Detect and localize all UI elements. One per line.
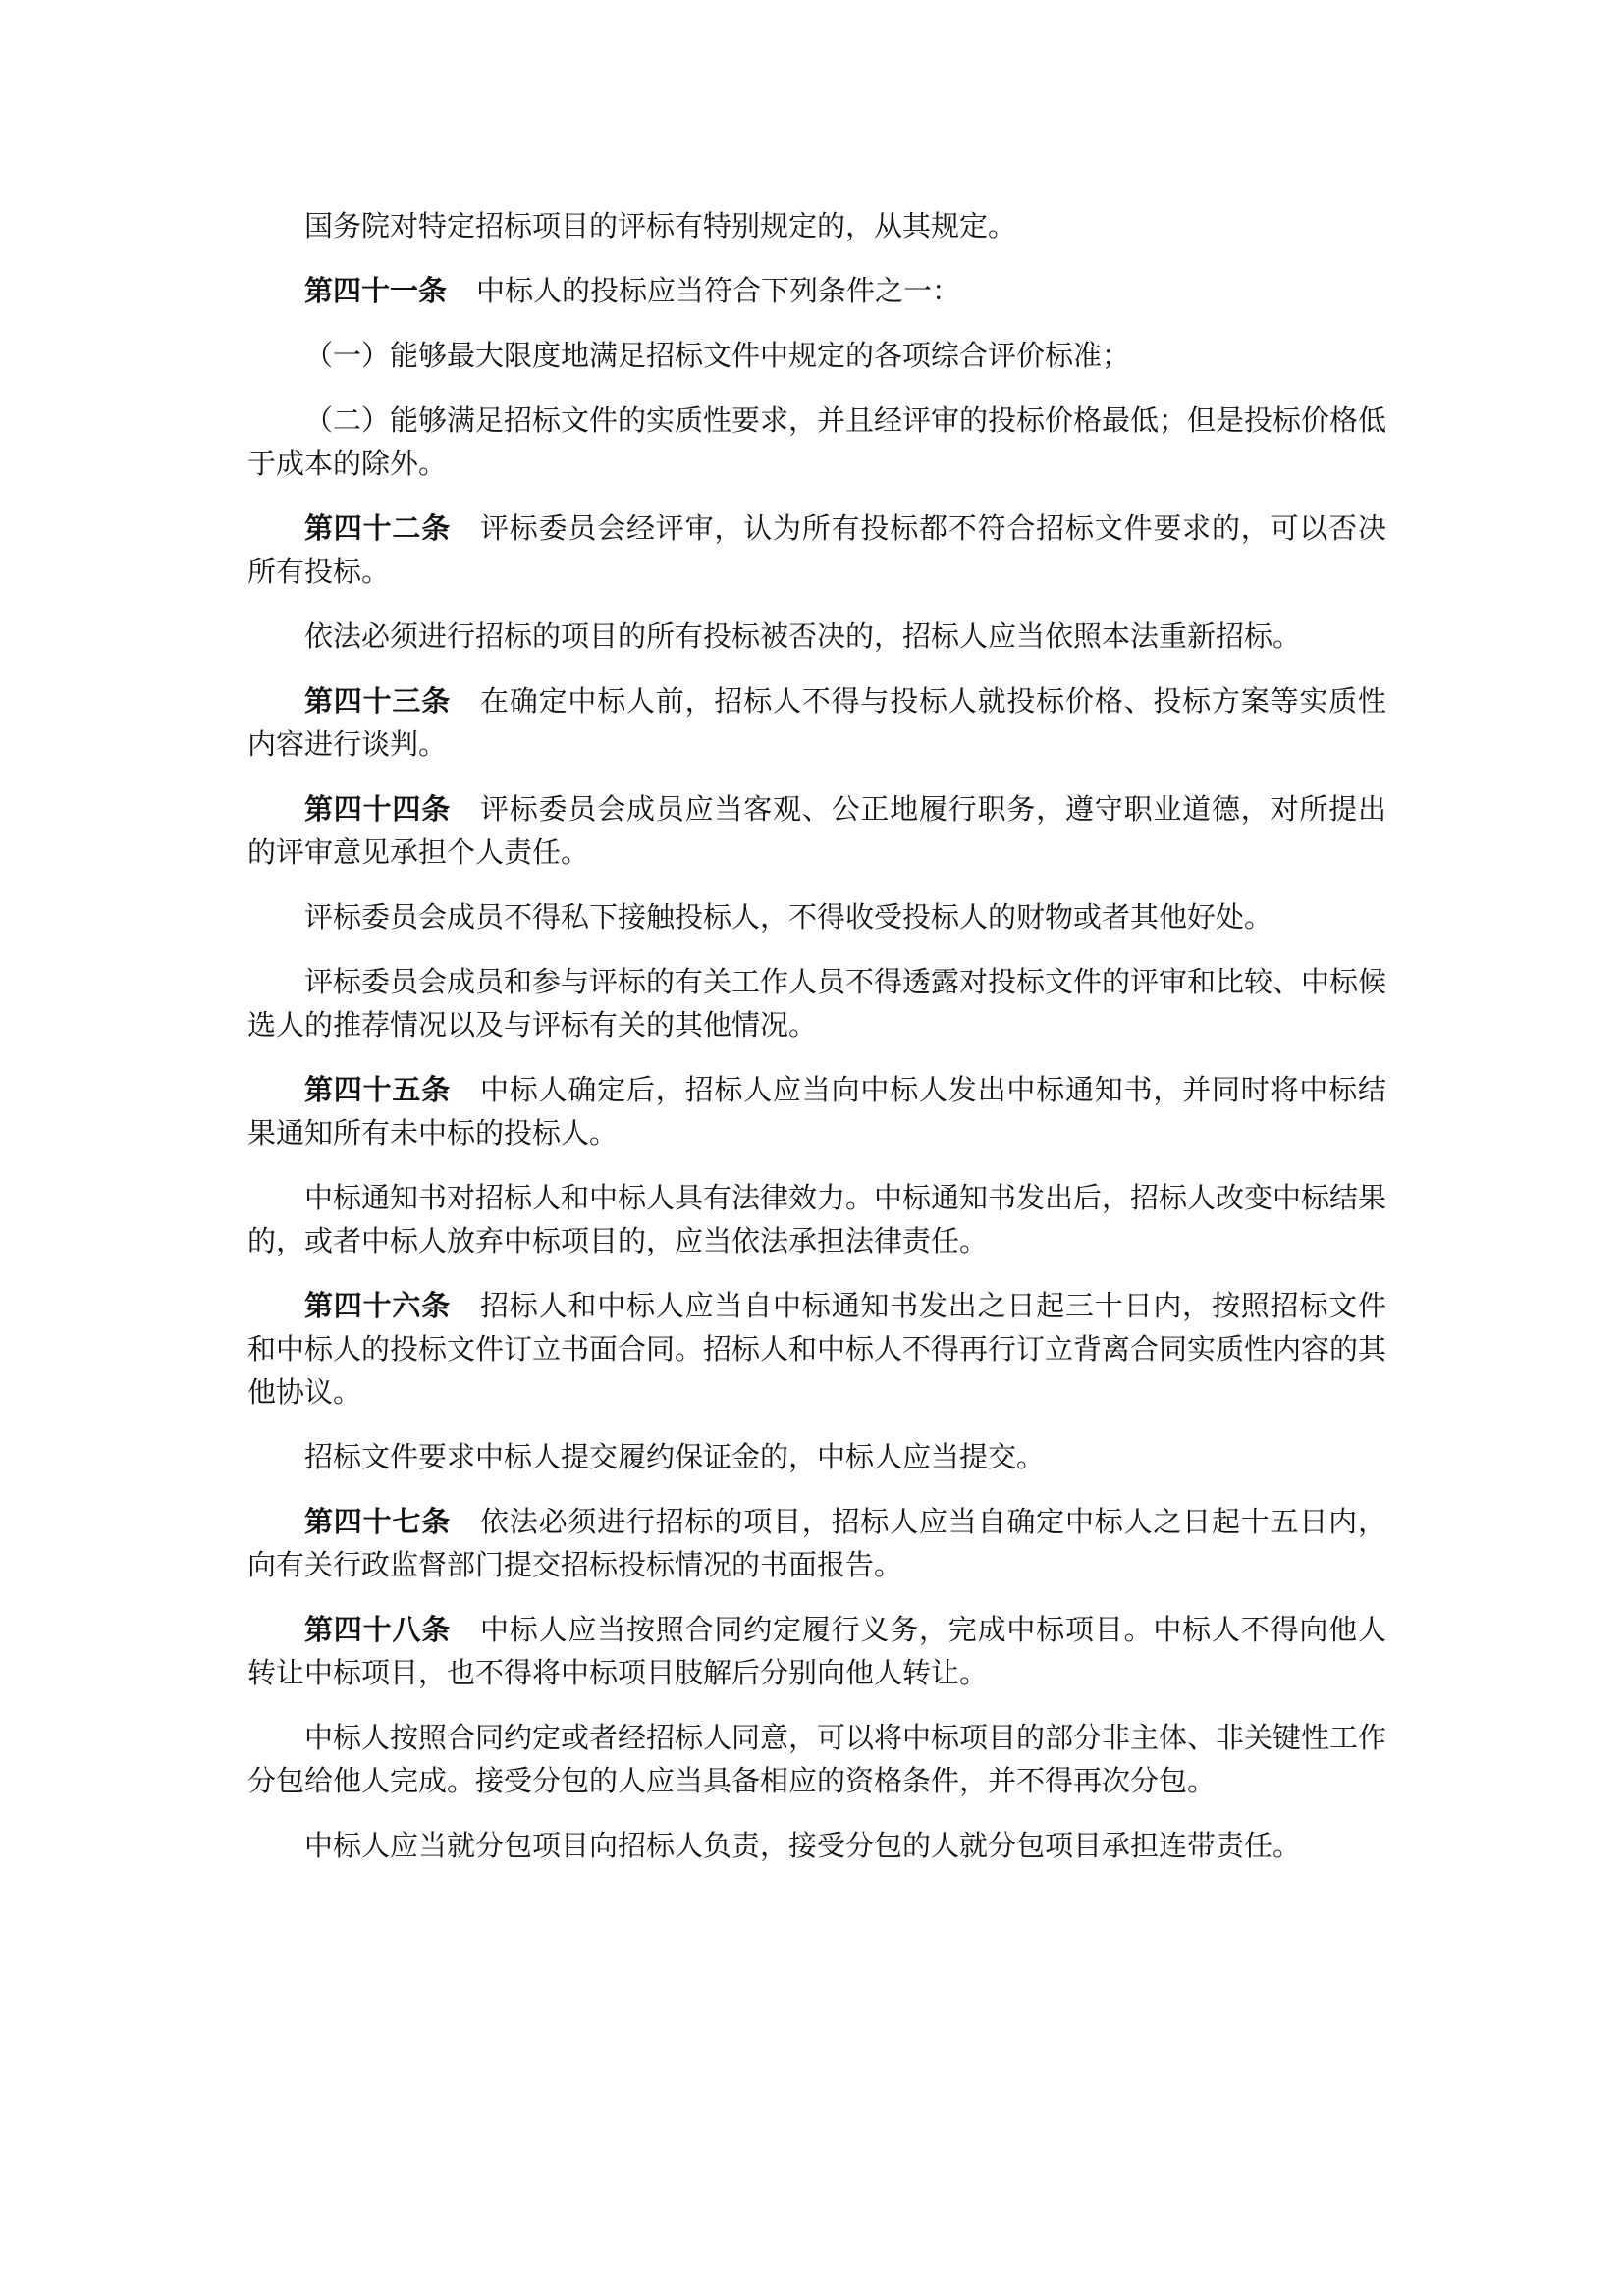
paragraph bbox=[247, 1608, 1386, 1694]
paragraph-text: 中标人应当按照合同约定履行义务，完成中标项目。中标人不得向他人转让中标项目，也不得将中标项目肢解后分别向他人转让。 bbox=[247, 1613, 1386, 1689]
paragraph-text: （二）能够满足招标文件的实质性要求，并且经评审的投标价格最低；但是投标价格低于成本的除外。 bbox=[247, 403, 1387, 480]
document-body bbox=[247, 204, 1386, 1889]
article-number: 第四十三条 bbox=[304, 684, 451, 718]
paragraph bbox=[247, 679, 1386, 766]
paragraph bbox=[247, 269, 1386, 312]
article-number: 第四十五条 bbox=[304, 1073, 451, 1106]
paragraph bbox=[247, 895, 1386, 938]
paragraph-text: 招标文件要求中标人提交履约保证金的，中标人应当提交。 bbox=[304, 1440, 1046, 1473]
paragraph-text: 依法必须进行招标的项目的所有投标被否决的，招标人应当依照本法重新招标。 bbox=[304, 619, 1302, 653]
paragraph bbox=[247, 787, 1386, 874]
article-number: 第四十二条 bbox=[304, 511, 451, 545]
paragraph bbox=[247, 1284, 1386, 1414]
paragraph bbox=[247, 204, 1386, 247]
paragraph-text: 在确定中标人前，招标人不得与投标人就投标价格、投标方案等实质性内容进行谈判。 bbox=[247, 684, 1386, 761]
article-number: 第四十六条 bbox=[304, 1289, 451, 1322]
article-number: 第四十四条 bbox=[304, 792, 451, 826]
article-number: 第四十八条 bbox=[304, 1613, 451, 1646]
paragraph bbox=[247, 1824, 1386, 1867]
paragraph bbox=[247, 1068, 1386, 1154]
paragraph-text: 评标委员会成员不得私下接触投标人，不得收受投标人的财物或者其他好处。 bbox=[304, 900, 1273, 934]
paragraph bbox=[247, 1435, 1386, 1478]
paragraph-text: 中标人应当就分包项目向招标人负责，接受分包的人就分包项目承担连带责任。 bbox=[304, 1829, 1302, 1862]
paragraph-text: 招标人和中标人应当自中标通知书发出之日起三十日内，按照招标文件和中标人的投标文件订立书面合同。招标人和中标人不得再行订立背离合同实质性内容的其他协议。 bbox=[247, 1289, 1387, 1409]
paragraph-text: 评标委员会经评审，认为所有投标都不符合招标文件要求的，可以否决所有投标。 bbox=[247, 511, 1386, 588]
article-number: 第四十一条 bbox=[304, 274, 448, 307]
paragraph-text: 评标委员会成员应当客观、公正地履行职务，遵守职业道德，对所提出的评审意见承担个人责任。 bbox=[247, 792, 1386, 869]
paragraph-text: 依法必须进行招标的项目，招标人应当自确定中标人之日起十五日内，向有关行政监督部门提交招标投标情况的书面报告。 bbox=[247, 1505, 1386, 1581]
paragraph bbox=[247, 1176, 1386, 1262]
paragraph-text: 中标人的投标应当符合下列条件之一： bbox=[476, 274, 961, 307]
paragraph bbox=[247, 1500, 1386, 1586]
paragraph bbox=[247, 334, 1386, 377]
paragraph-text: 中标人按照合同约定或者经招标人同意，可以将中标项目的部分非主体、非关键性工作分包给他人完成。接受分包的人应当具备相应的资格条件，并不得再次分包。 bbox=[247, 1721, 1387, 1797]
paragraph-text: 国务院对特定招标项目的评标有特别规定的，从其规定。 bbox=[304, 209, 1017, 242]
paragraph bbox=[247, 399, 1386, 485]
paragraph-text: （一）能够最大限度地满足招标文件中规定的各项综合评价标准； bbox=[304, 339, 1131, 372]
paragraph-text: 中标人确定后，招标人应当向中标人发出中标通知书，并同时将中标结果通知所有未中标的投标人。 bbox=[247, 1073, 1386, 1149]
paragraph-text: 评标委员会成员和参与评标的有关工作人员不得透露对投标文件的评审和比较、中标候选人的推荐情况以及与评标有关的其他情况。 bbox=[247, 965, 1387, 1041]
paragraph bbox=[247, 1716, 1386, 1802]
paragraph-text: 中标通知书对招标人和中标人具有法律效力。中标通知书发出后，招标人改变中标结果的，或者中标人放弃中标项目的，应当依法承担法律责任。 bbox=[247, 1181, 1387, 1257]
paragraph bbox=[247, 960, 1386, 1046]
paragraph bbox=[247, 614, 1386, 658]
article-number: 第四十七条 bbox=[304, 1505, 451, 1538]
paragraph bbox=[247, 507, 1386, 593]
